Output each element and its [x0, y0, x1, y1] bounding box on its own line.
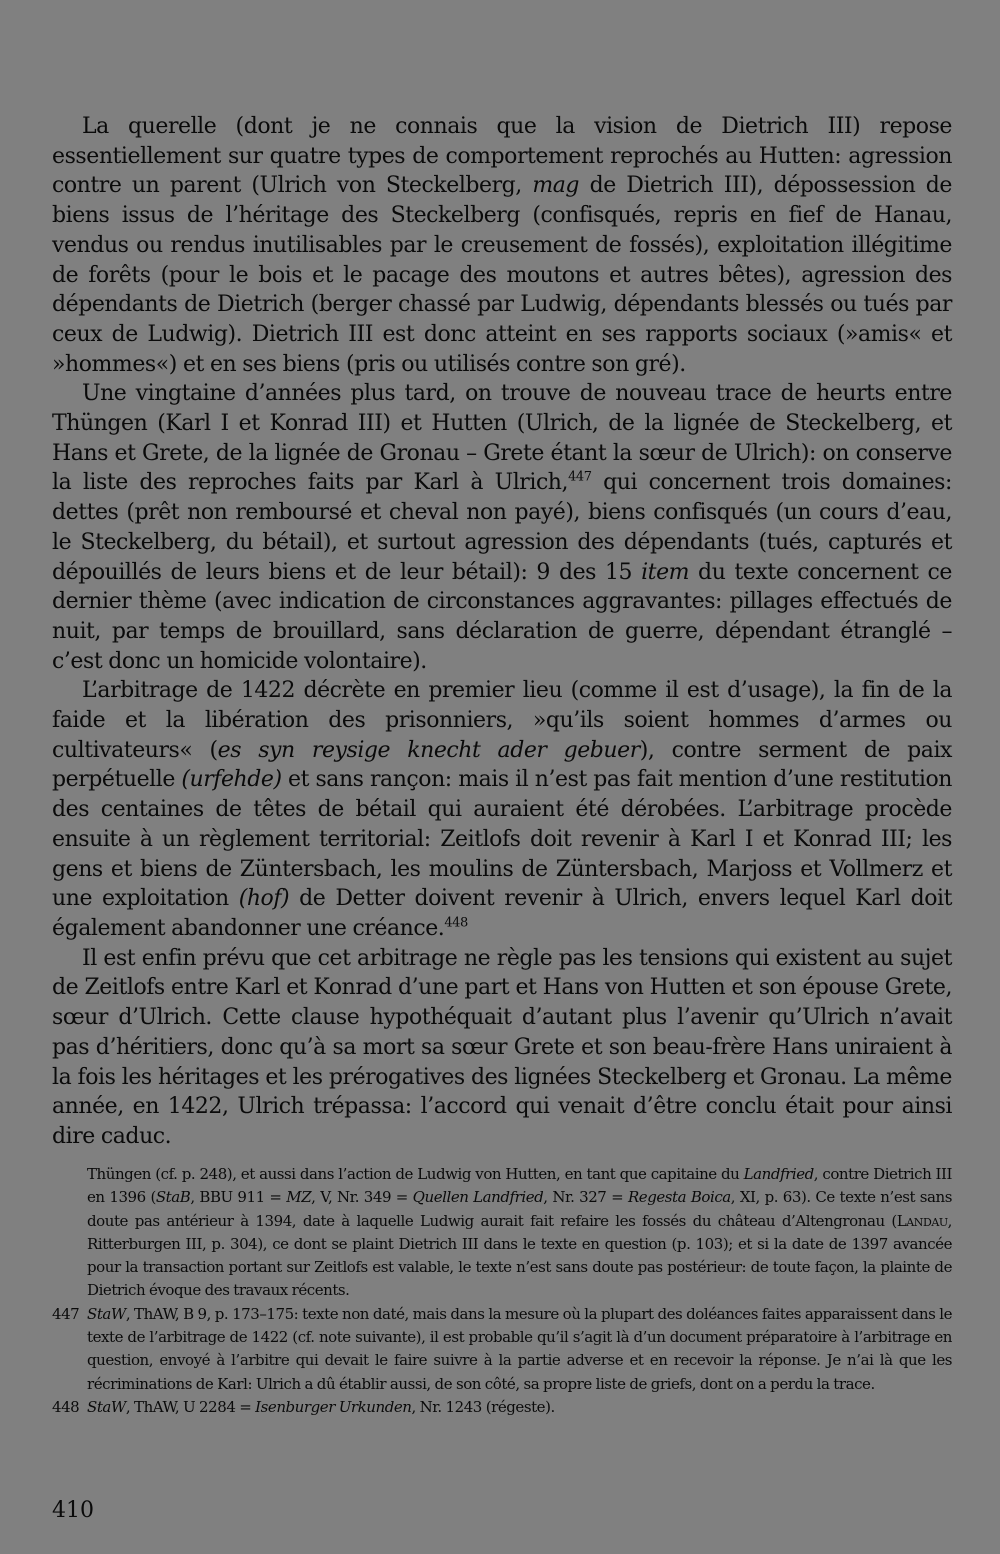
paragraph-1: La querelle (dont je ne connais que la vision de Dietrich III) repose essentiellement sur quatre types de comportement reprochés au Hutten: agression contre un parent (Ulrich von Steckelberg, mag de Dietrich III), dépossession de biens issus de l’héritage des Steckelberg (confisqués, repris en fief de Hanau, vendus ou rendus inutilisables par le creusement de fossés), exploitation illégitime de forêts (pour le bois et le pacage des moutons et autres bêtes), agression des dépendants de Dietrich (berger chassé par Ludwig, dépendants blessés ou tués par ceux de Ludwig). Dietrich III est donc atteint en ses rapports sociaux (»amis« et »hommes«) et en ses biens (pris ou utilisés contre son gré).	[52, 114, 952, 377]
footnotes	[52, 1163, 952, 1419]
body-text	[52, 112, 952, 1152]
page-number: 410	[52, 1498, 94, 1523]
footnote-text: StaW, ThAW, U 2284 = Isenburger Urkunden, Nr. 1243 (régeste).	[87, 1397, 555, 1416]
footnote-text: StaW, ThAW, B 9, p. 173–175: texte non daté, mais dans la mesure où la plupart des doléances faites apparaissent dans le texte de l’arbitrage de 1422 (cf. note suivante), il est probable qu’il s’agit là d’un document préparatoire à l’arbitrage en question, envoyé à l’arbitre qui devait le faire suivre à la partie adverse et en recevoir la réponse. Je n’ai là que les récriminations de Karl: Ulrich a dû établir aussi, de son côté, sa propre liste de griefs, dont on a perdu la trace.	[87, 1304, 952, 1393]
paragraph-4: Il est enfin prévu que cet arbitrage ne règle pas les tensions qui existent au sujet de Zeitlofs entre Karl et Konrad d’une part et Hans von Hutten et son épouse Grete, sœur d’Ulrich. Cette clause hypothéquait d’autant plus l’avenir qu’Ulrich n’avait pas d’héritiers, donc qu’à sa mort sa sœur Grete et son beau-frère Hans uniraient à la fois les héritages et les prérogatives des lignées Steckelberg et Gronau. La même année, en 1422, Ulrich trépassa: l’accord qui venait d’être conclu était pour ainsi dire caduc.	[52, 945, 952, 1149]
paragraph-2: Une vingtaine d’années plus tard, on trouve de nouveau trace de heurts entre Thüngen (Karl I et Konrad III) et Hutten (Ulrich, de la lignée de Steckelberg, et Hans et Grete, de la lignée de Gronau – Grete étant la sœur de Ulrich): on conserve la liste des reproches faits par Karl à Ulrich,$^{447}$ qui concernent trois domaines: dettes (prêt non remboursé et cheval non payé), biens confisqués (un cours d’eau, le Steckelberg, du bétail), et surtout agression des dépendants (tués, capturés et dépouillés de leurs biens et de leur bétail): 9 des 15 item du texte concernent ce dernier thème (avec indication de circonstances aggravantes: pillages effectués de nuit, par temps de brouillard, sans déclaration de guerre, dépendant étranglé – c’est donc un homicide volontaire).	[52, 381, 952, 674]
footnote-continuation: Thüngen (cf. p. 248), et aussi dans l’action de Ludwig von Hutten, en tant que capitaine du Landfried, contre Dietrich III en 1396 (StaB, BBU 911 = MZ, V, Nr. 349 = Quellen Landfried, Nr. 327 = Regesta Boica, XI, p. 63). Ce texte n’est sans doute pas antérieur à 1394, date à laquelle Ludwig aurait fait refaire les fossés du château d’Altengronau (Landau, Ritterburgen III, p. 304), ce dont se plaint Dietrich III dans le texte en question (p. 103); et si la date de 1397 avancée pour la transaction portant sur Zeitlofs est valable, le texte n’est sans doute pas postérieur: de toute façon, la plainte de Dietrich évoque des travaux récents.	[87, 1165, 952, 1300]
footnote-number: 448	[52, 1397, 80, 1416]
footnote-448	[52, 1396, 952, 1419]
footnote-447	[52, 1303, 952, 1396]
footnote-number: 447	[52, 1304, 80, 1323]
paragraph-3: L’arbitrage de 1422 décrète en premier lieu (comme il est d’usage), la fin de la faide et la libération des prisonniers, »qu’ils soient hommes d’armes ou cultivateurs« (es syn reysige knecht ader gebuer), contre serment de paix perpétuelle (urfehde) et sans rançon: mais il n’est pas fait mention d’une restitution des centaines de têtes de bétail qui auraient été dérobées. L’arbitrage procède ensuite à un règlement territorial: Zeitlofs doit revenir à Karl I et Konrad III; les gens et biens de Züntersbach, les moulins de Züntersbach, Marjoss et Vollmerz et une exploitation (hof) de Detter doivent revenir à Ulrich, envers lequel Karl doit également abandonner une créance.$^{448}$	[52, 678, 953, 941]
